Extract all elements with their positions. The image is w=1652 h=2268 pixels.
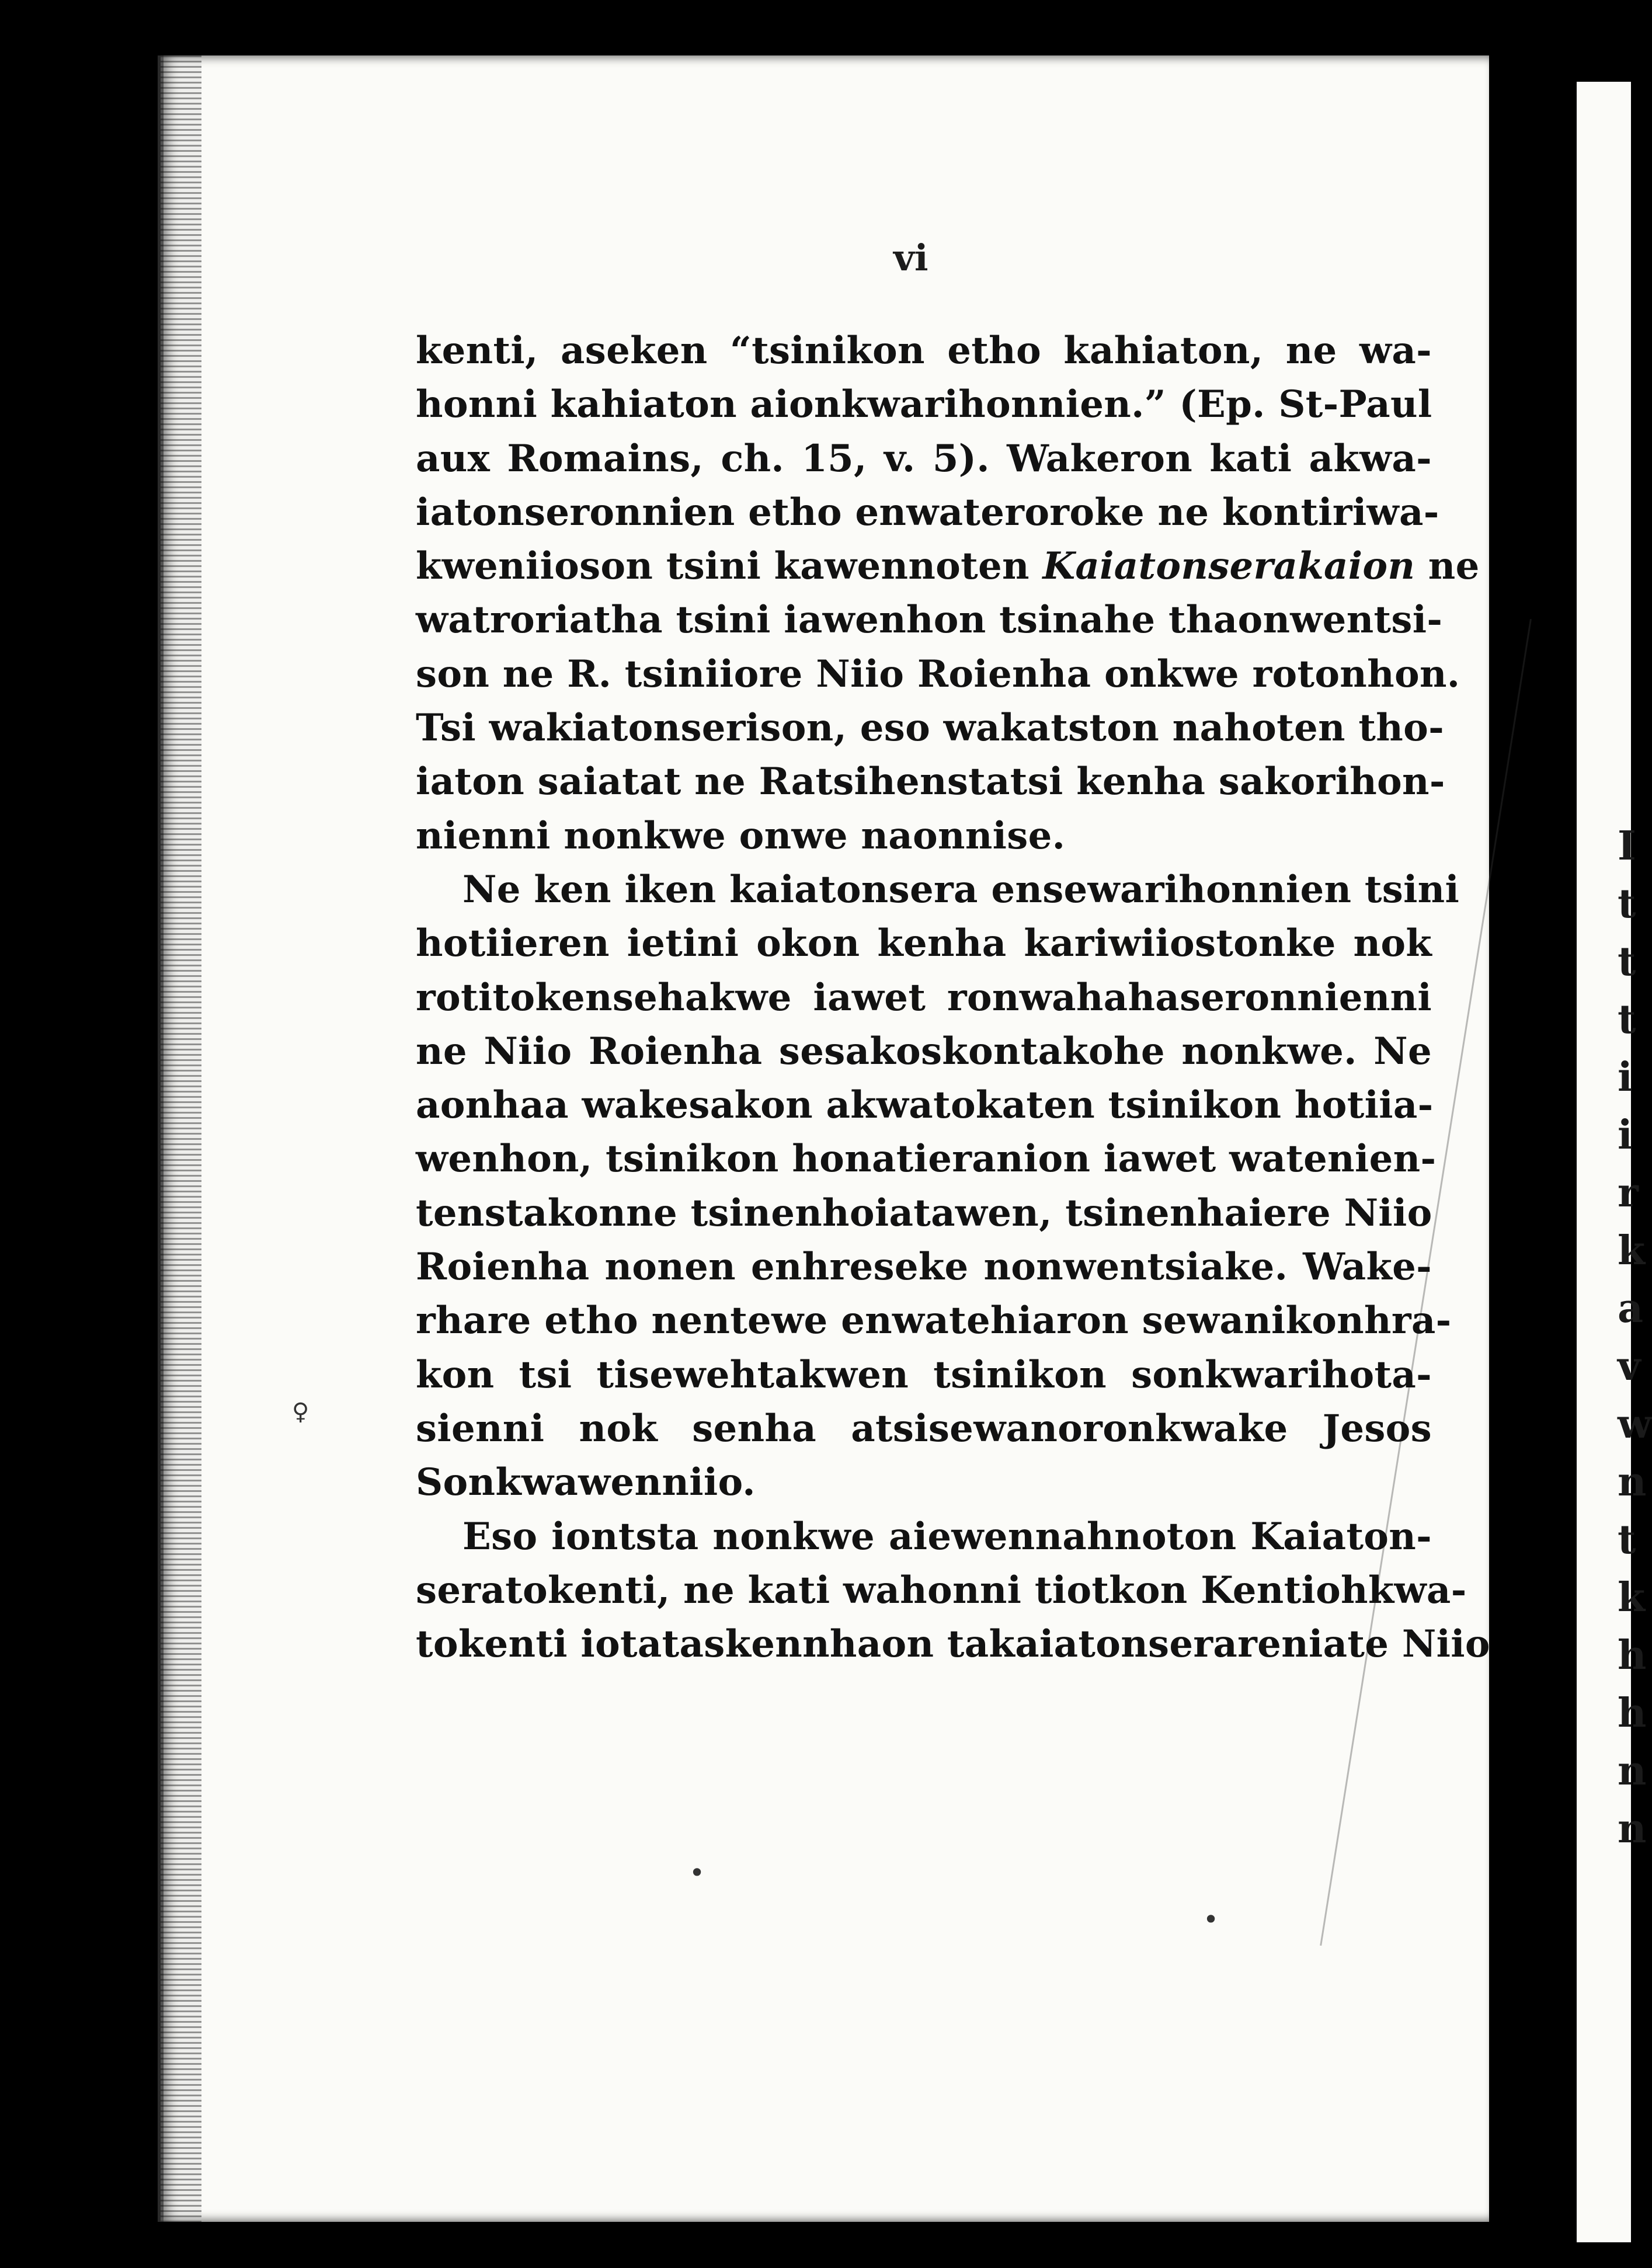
paragraph-3 [416,1510,1490,1672]
page-number: vi [893,236,928,279]
paragraph-1 [416,324,1439,540]
text-line: rotitokensehakwe iawet ronwahahaseronnienni [416,975,1432,1020]
text-line: rhare etho nentewe enwatehiaron sewanikonhra- [416,1299,1452,1343]
text-line: watroriatha tsini iawenhon tsinahe thaonwentsi- [416,598,1443,642]
text-line: iaton saiatat ne Ratsihenstatsi kenha sakorihon- [416,760,1445,804]
text-line: honni kahiaton aionkwarihonnien.” (Ep. St-Paul [416,382,1432,427]
book-binding-edge [161,55,201,2222]
text-line: nienni nonkwe onwe naonnise. [416,813,1066,858]
next-page-fragment-text: I t t t i i r k a v w n t k h h n n [1618,823,1652,1852]
text-line: iatonseronnien etho enwateroroke ne kontiriwa- [416,490,1439,534]
text-line: son ne R. tsiniiore Niio Roienha onkwe rotonhon. [416,652,1460,696]
text-line: Ne ken iken kaiatonsera ensewarihonnien tsini [462,867,1460,912]
text-line: aonhaa wakesakon akwatokaten tsinikon hotiia- [416,1083,1434,1128]
text-line: kon tsi tisewehtakwen tsinikon sonkwarihota- [416,1352,1432,1397]
text-segment: ne [1415,544,1480,589]
text-line: hotiieren ietini okon kenha kariwiiostonke nok [416,921,1432,966]
ink-speck: • [689,1857,705,1888]
text-line: ne Niio Roienha sesakoskontakohe nonkwe. Ne [416,1029,1432,1073]
text-line-with-italic [416,540,1480,593]
paragraph-2 [416,863,1460,1510]
text-line: tokenti iotataskennhaon takaiatonserareniate Niio [416,1622,1490,1667]
text-line: Roienha nonen enhreseke nonwentsiake. Wake- [416,1245,1432,1289]
text-line: tenstakonne tsinenhoiatawen, tsinenhaiere Niio [416,1191,1432,1235]
text-line: Sonkwawenniio. [416,1460,756,1505]
ink-speck: • [1203,1904,1219,1935]
text-line: sienni nok senha atsisewanoronkwake Jesos [416,1406,1432,1450]
text-line: wenhon, tsinikon honatieranion iawet watenien- [416,1137,1437,1181]
next-page-edge [1577,82,1652,2242]
text-line: seratokenti, ne kati wahonni tiotkon Kentiohkwa- [416,1568,1467,1612]
italic-term: Kaiatonserakaion [1042,544,1415,589]
text-line: aux Romains, ch. 15, v. 5). Wakeron kati akwa- [416,436,1432,481]
text-line: Tsi wakiatonserison, eso wakatston nahoten tho- [416,706,1444,750]
text-segment: kweniioson tsini kawennoten [416,544,1043,589]
body-text [416,324,1490,1671]
text-line: Eso iontsta nonkwe aiewennahnoton Kaiaton- [462,1514,1432,1559]
paragraph-1-continued [416,540,1480,863]
text-line: kenti, aseken “tsinikon etho kahiaton, ne wa- [416,329,1432,373]
ink-speck: ♀ [292,1399,309,1425]
